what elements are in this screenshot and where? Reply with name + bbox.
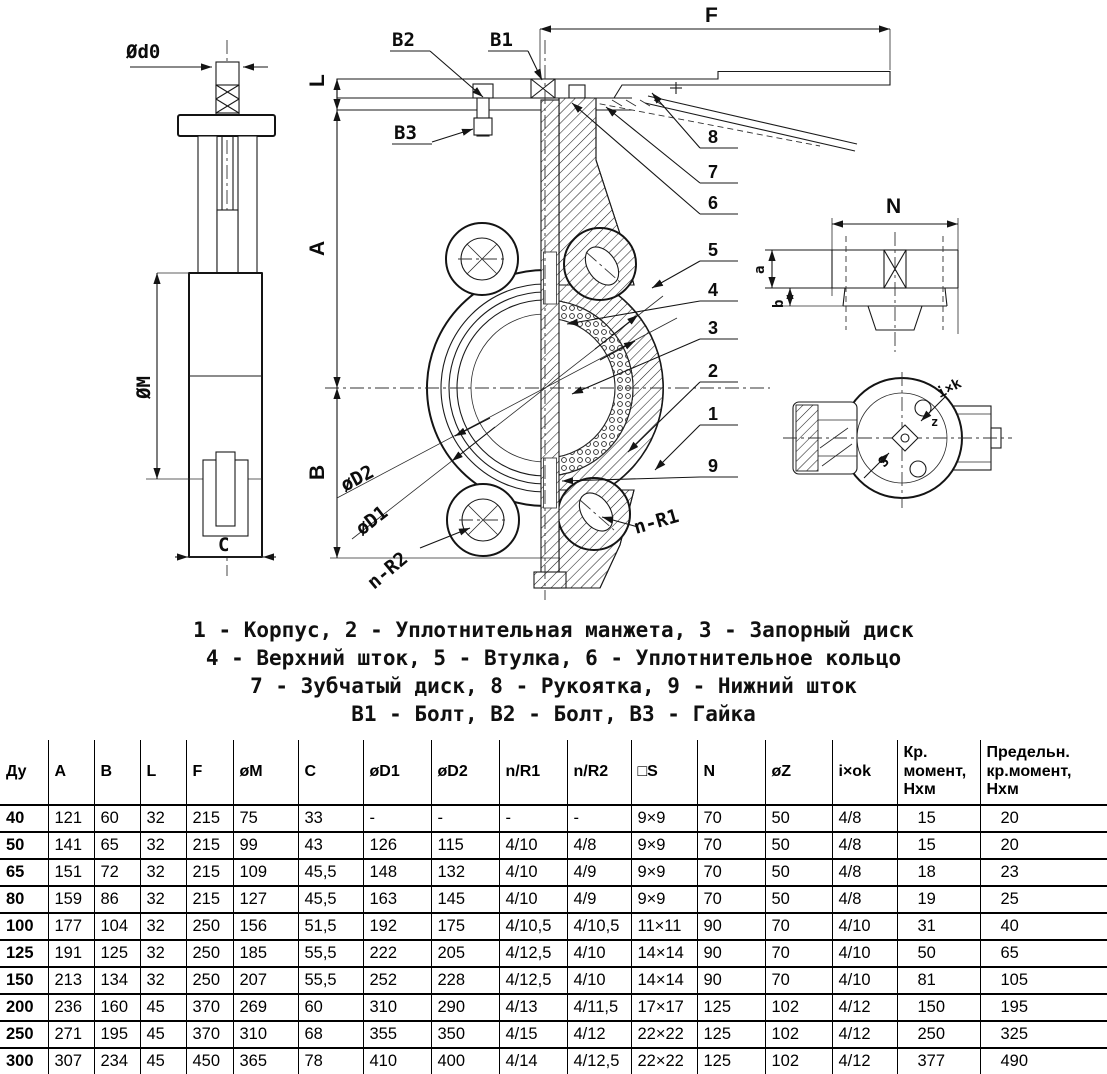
table-cell: 70 bbox=[697, 832, 765, 859]
table-cell: 50 bbox=[765, 859, 832, 886]
table-cell: 15 bbox=[897, 805, 980, 832]
column-header: n/R2 bbox=[567, 740, 631, 805]
table-cell: 65 bbox=[0, 859, 48, 886]
table-cell: 125 bbox=[697, 1021, 765, 1048]
table-cell: 250 bbox=[186, 967, 233, 994]
table-cell: 163 bbox=[363, 886, 431, 913]
table-cell: 4/12 bbox=[832, 994, 897, 1021]
table-cell: 51,5 bbox=[298, 913, 363, 940]
table-cell: 145 bbox=[431, 886, 499, 913]
table-cell: 100 bbox=[0, 913, 48, 940]
table-cell: 72 bbox=[94, 859, 140, 886]
table-cell: 4/9 bbox=[567, 886, 631, 913]
label-c-dim: C bbox=[218, 534, 230, 556]
table-cell: 4/10 bbox=[499, 859, 567, 886]
table-cell: 25 bbox=[980, 886, 1107, 913]
table-cell: 60 bbox=[298, 994, 363, 1021]
table-cell: 234 bbox=[94, 1048, 140, 1074]
detail-top-plate bbox=[752, 195, 958, 352]
table-cell: 205 bbox=[431, 940, 499, 967]
table-cell: 102 bbox=[765, 994, 832, 1021]
table-cell: 18 bbox=[897, 859, 980, 886]
table-cell: 45 bbox=[140, 994, 186, 1021]
label-b1: B1 bbox=[490, 29, 513, 51]
table-cell: 20 bbox=[980, 805, 1107, 832]
table-cell: 65 bbox=[980, 940, 1107, 967]
label-m-dim: ØM bbox=[133, 376, 155, 399]
table-cell: 4/12 bbox=[832, 1048, 897, 1074]
table-cell: 50 bbox=[897, 940, 980, 967]
table-cell: 19 bbox=[897, 886, 980, 913]
table-cell: 148 bbox=[363, 859, 431, 886]
label-n-dim: N bbox=[886, 195, 902, 218]
table-cell: - bbox=[499, 805, 567, 832]
legend-line: 7 - Зубчатый диск, 8 - Рукоятка, 9 - Нижний шток bbox=[250, 674, 857, 698]
table-cell: 68 bbox=[298, 1021, 363, 1048]
table-cell: 32 bbox=[140, 967, 186, 994]
table-cell: 86 bbox=[94, 886, 140, 913]
table-cell: 55,5 bbox=[298, 940, 363, 967]
column-header: Ду bbox=[6, 762, 27, 780]
table-cell: 325 bbox=[980, 1021, 1107, 1048]
label-b-dim: B bbox=[306, 464, 329, 480]
table-cell: 22×22 bbox=[631, 1021, 697, 1048]
table-cell: 43 bbox=[298, 832, 363, 859]
table-cell: - bbox=[363, 805, 431, 832]
parts-legend bbox=[0, 612, 1107, 728]
table-cell: 4/12,5 bbox=[499, 967, 567, 994]
table-cell: 105 bbox=[980, 967, 1107, 994]
table-row bbox=[0, 859, 1107, 886]
table-cell: 104 bbox=[94, 913, 140, 940]
table-cell: 4/10 bbox=[832, 940, 897, 967]
table-cell: 109 bbox=[233, 859, 298, 886]
table-cell: 4/13 bbox=[499, 994, 567, 1021]
label-b-small-dim: b bbox=[771, 299, 787, 308]
table-cell: 11×11 bbox=[631, 913, 697, 940]
table-cell: 15 bbox=[897, 832, 980, 859]
table-cell: 410 bbox=[363, 1048, 431, 1074]
lug-section-bottom bbox=[558, 478, 630, 550]
label-z-count: z bbox=[931, 415, 939, 429]
label-d2-dim: øD2 bbox=[337, 460, 378, 497]
table-cell: 215 bbox=[186, 832, 233, 859]
table-cell: 70 bbox=[697, 805, 765, 832]
table-cell: 65 bbox=[94, 832, 140, 859]
table-cell: 156 bbox=[233, 913, 298, 940]
f-dimension bbox=[540, 4, 890, 76]
table-cell: 4/8 bbox=[832, 859, 897, 886]
handle-bolt-hole bbox=[910, 461, 926, 477]
table-cell: 250 bbox=[186, 940, 233, 967]
table-cell: 185 bbox=[233, 940, 298, 967]
table-cell: 195 bbox=[980, 994, 1107, 1021]
table-cell: 4/10 bbox=[499, 886, 567, 913]
label-b2: B2 bbox=[392, 29, 415, 51]
table-cell: 90 bbox=[697, 967, 765, 994]
table-cell: 271 bbox=[48, 1021, 94, 1048]
column-header: n/R1 bbox=[499, 740, 567, 805]
table-cell: 4/14 bbox=[499, 1048, 567, 1074]
table-cell: 81 bbox=[897, 967, 980, 994]
table-cell: 370 bbox=[186, 994, 233, 1021]
dimensions-table bbox=[0, 740, 1107, 1074]
table-cell: 32 bbox=[140, 940, 186, 967]
table-cell: 9×9 bbox=[631, 859, 697, 886]
lug-section-top bbox=[564, 228, 636, 300]
table-cell: 70 bbox=[697, 886, 765, 913]
table-cell: 4/8 bbox=[832, 886, 897, 913]
label-a-small-dim: a bbox=[752, 265, 768, 274]
table-header bbox=[0, 740, 1107, 805]
column-header: øM bbox=[233, 740, 298, 805]
table-cell: 377 bbox=[897, 1048, 980, 1074]
table-cell: 4/15 bbox=[499, 1021, 567, 1048]
table-cell: 14×14 bbox=[631, 967, 697, 994]
table-row bbox=[0, 994, 1107, 1021]
table-cell: 9×9 bbox=[631, 832, 697, 859]
table-cell: 4/10,5 bbox=[567, 913, 631, 940]
table-cell: 17×17 bbox=[631, 994, 697, 1021]
table-cell: 141 bbox=[48, 832, 94, 859]
table-cell: 78 bbox=[298, 1048, 363, 1074]
table-cell: 50 bbox=[765, 832, 832, 859]
column-header: øZ bbox=[765, 740, 832, 805]
table-cell: 50 bbox=[765, 805, 832, 832]
table-cell: 355 bbox=[363, 1021, 431, 1048]
table-cell: 115 bbox=[431, 832, 499, 859]
table-cell: 126 bbox=[363, 832, 431, 859]
table-cell: 9×9 bbox=[631, 805, 697, 832]
table-cell: 215 bbox=[186, 859, 233, 886]
table-cell: 75 bbox=[233, 805, 298, 832]
column-header: øD2 bbox=[431, 740, 499, 805]
table-cell: 125 bbox=[0, 940, 48, 967]
table-cell: 177 bbox=[48, 913, 94, 940]
table-cell: 4/8 bbox=[567, 832, 631, 859]
table-row bbox=[0, 967, 1107, 994]
column-header: L bbox=[140, 740, 186, 805]
table-cell: 102 bbox=[765, 1021, 832, 1048]
label-d1-dim: øD1 bbox=[351, 501, 393, 540]
column-header: i×ok bbox=[832, 740, 897, 805]
table-cell: 45,5 bbox=[298, 859, 363, 886]
label-s-dim: S bbox=[875, 453, 893, 471]
table-cell: 250 bbox=[186, 913, 233, 940]
table-cell: 4/10 bbox=[832, 967, 897, 994]
table-cell: 22×22 bbox=[631, 1048, 697, 1074]
label-d0-dim: Ød0 bbox=[126, 41, 161, 63]
table-cell: 32 bbox=[140, 859, 186, 886]
label-l-dim: L bbox=[306, 74, 329, 87]
table-cell: - bbox=[567, 805, 631, 832]
table-cell: 32 bbox=[140, 913, 186, 940]
table-cell: 45,5 bbox=[298, 886, 363, 913]
table-cell: - bbox=[431, 805, 499, 832]
table-cell: 102 bbox=[765, 1048, 832, 1074]
table-cell: 250 bbox=[0, 1021, 48, 1048]
table-cell: 31 bbox=[897, 913, 980, 940]
lug-front-bottom bbox=[447, 484, 519, 556]
table-cell: 159 bbox=[48, 886, 94, 913]
table-cell: 213 bbox=[48, 967, 94, 994]
table-cell: 80 bbox=[0, 886, 48, 913]
table-cell: 132 bbox=[431, 859, 499, 886]
column-header: N bbox=[697, 740, 765, 805]
table-cell: 70 bbox=[765, 967, 832, 994]
table-cell: 490 bbox=[980, 1048, 1107, 1074]
table-cell: 350 bbox=[431, 1021, 499, 1048]
callout-4: 4 bbox=[708, 280, 719, 300]
callout-7: 7 bbox=[708, 162, 719, 182]
table-cell: 200 bbox=[0, 994, 48, 1021]
table-cell: 191 bbox=[48, 940, 94, 967]
table-cell: 99 bbox=[233, 832, 298, 859]
table-cell: 90 bbox=[697, 940, 765, 967]
callout-5: 5 bbox=[708, 240, 719, 260]
table-cell: 70 bbox=[765, 940, 832, 967]
label-nr2: n-R2 bbox=[363, 547, 413, 594]
table-cell: 195 bbox=[94, 1021, 140, 1048]
table-row bbox=[0, 832, 1107, 859]
table-row bbox=[0, 1048, 1107, 1074]
table-cell: 45 bbox=[140, 1048, 186, 1074]
label-ixk: i×k bbox=[934, 375, 965, 402]
table-cell: 40 bbox=[980, 913, 1107, 940]
table-row bbox=[0, 940, 1107, 967]
l-dimension bbox=[306, 74, 337, 132]
table-cell: 125 bbox=[94, 940, 140, 967]
label-f-dim: F bbox=[705, 4, 718, 27]
table-cell: 252 bbox=[363, 967, 431, 994]
table-row bbox=[0, 886, 1107, 913]
column-header: F bbox=[186, 740, 233, 805]
lug-front-top bbox=[446, 223, 518, 295]
table-cell: 215 bbox=[186, 886, 233, 913]
table-cell: 90 bbox=[697, 913, 765, 940]
table-cell: 150 bbox=[0, 967, 48, 994]
table-cell: 125 bbox=[697, 994, 765, 1021]
table-cell: 4/10 bbox=[832, 913, 897, 940]
table-cell: 33 bbox=[298, 805, 363, 832]
table-cell: 300 bbox=[0, 1048, 48, 1074]
callout-2: 2 bbox=[708, 361, 719, 381]
legend-line: В1 - Болт, В2 - Болт, В3 - Гайка bbox=[351, 702, 756, 726]
table-cell: 4/8 bbox=[832, 805, 897, 832]
table-cell: 4/12 bbox=[567, 1021, 631, 1048]
callout-6: 6 bbox=[708, 193, 719, 213]
table-cell: 4/12,5 bbox=[567, 1048, 631, 1074]
table-cell: 9×9 bbox=[631, 886, 697, 913]
table-cell: 4/10 bbox=[567, 940, 631, 967]
nut-b3 bbox=[474, 118, 492, 135]
table-cell: 450 bbox=[186, 1048, 233, 1074]
table-cell: 55,5 bbox=[298, 967, 363, 994]
table-cell: 70 bbox=[697, 859, 765, 886]
table-cell: 60 bbox=[94, 805, 140, 832]
table-cell: 307 bbox=[48, 1048, 94, 1074]
callout-1: 1 bbox=[708, 404, 719, 424]
table-cell: 236 bbox=[48, 994, 94, 1021]
table-cell: 228 bbox=[431, 967, 499, 994]
table-cell: 4/12,5 bbox=[499, 940, 567, 967]
table-cell: 400 bbox=[431, 1048, 499, 1074]
table-cell: 32 bbox=[140, 805, 186, 832]
column-header: Предельн. кр.момент, Нхм bbox=[980, 740, 1107, 805]
label-nr1: n-R1 bbox=[631, 505, 682, 539]
left-side-view bbox=[125, 40, 276, 576]
table-cell: 365 bbox=[233, 1048, 298, 1074]
table-cell: 250 bbox=[897, 1021, 980, 1048]
table-cell: 150 bbox=[897, 994, 980, 1021]
column-header: B bbox=[94, 740, 140, 805]
table-cell: 23 bbox=[980, 859, 1107, 886]
legend-line: 1 - Корпус, 2 - Уплотнительная манжета, 3 - Запорный диск bbox=[193, 618, 914, 642]
table-cell: 370 bbox=[186, 1021, 233, 1048]
table-cell: 134 bbox=[94, 967, 140, 994]
table-cell: 50 bbox=[765, 886, 832, 913]
table-cell: 14×14 bbox=[631, 940, 697, 967]
table-cell: 4/9 bbox=[567, 859, 631, 886]
table-cell: 290 bbox=[431, 994, 499, 1021]
table-body bbox=[0, 805, 1107, 1074]
main-section-view bbox=[306, 4, 890, 600]
table-cell: 20 bbox=[980, 832, 1107, 859]
table-cell: 32 bbox=[140, 832, 186, 859]
table-cell: 4/10 bbox=[567, 967, 631, 994]
table-cell: 215 bbox=[186, 805, 233, 832]
table-cell: 160 bbox=[94, 994, 140, 1021]
table-cell: 269 bbox=[233, 994, 298, 1021]
table-cell: 127 bbox=[233, 886, 298, 913]
column-header: A bbox=[48, 740, 94, 805]
column-header: øD1 bbox=[363, 740, 431, 805]
callout-8: 8 bbox=[708, 127, 719, 147]
label-a-dim: A bbox=[306, 240, 329, 256]
callout-3: 3 bbox=[708, 318, 719, 338]
column-header: □S bbox=[631, 740, 697, 805]
table-cell: 151 bbox=[48, 859, 94, 886]
table-cell: 310 bbox=[363, 994, 431, 1021]
legend-line: 4 - Верхний шток, 5 - Втулка, 6 - Уплотнительное кольцо bbox=[205, 646, 902, 670]
table-cell: 121 bbox=[48, 805, 94, 832]
a-dimension bbox=[306, 110, 337, 388]
detail-stem-end bbox=[783, 372, 1012, 508]
table-cell: 207 bbox=[233, 967, 298, 994]
table-row bbox=[0, 805, 1107, 832]
callout-9: 9 bbox=[708, 456, 719, 476]
header-row bbox=[0, 740, 1107, 805]
table-cell: 192 bbox=[363, 913, 431, 940]
table-cell: 50 bbox=[0, 832, 48, 859]
label-b3: B3 bbox=[394, 122, 417, 144]
table-cell: 4/10 bbox=[499, 832, 567, 859]
table-cell: 32 bbox=[140, 886, 186, 913]
column-header: Кр. момент, Нхм bbox=[897, 740, 980, 805]
column-header: C bbox=[298, 740, 363, 805]
table-cell: 222 bbox=[363, 940, 431, 967]
table-cell: 40 bbox=[0, 805, 48, 832]
table-cell: 4/10,5 bbox=[499, 913, 567, 940]
table-cell: 4/11,5 bbox=[567, 994, 631, 1021]
table-cell: 175 bbox=[431, 913, 499, 940]
table-cell: 70 bbox=[765, 913, 832, 940]
table-row bbox=[0, 1021, 1107, 1048]
table-cell: 4/12 bbox=[832, 1021, 897, 1048]
table-cell: 4/8 bbox=[832, 832, 897, 859]
table-cell: 125 bbox=[697, 1048, 765, 1074]
table-cell: 45 bbox=[140, 1021, 186, 1048]
table-cell: 310 bbox=[233, 1021, 298, 1048]
table-row bbox=[0, 913, 1107, 940]
